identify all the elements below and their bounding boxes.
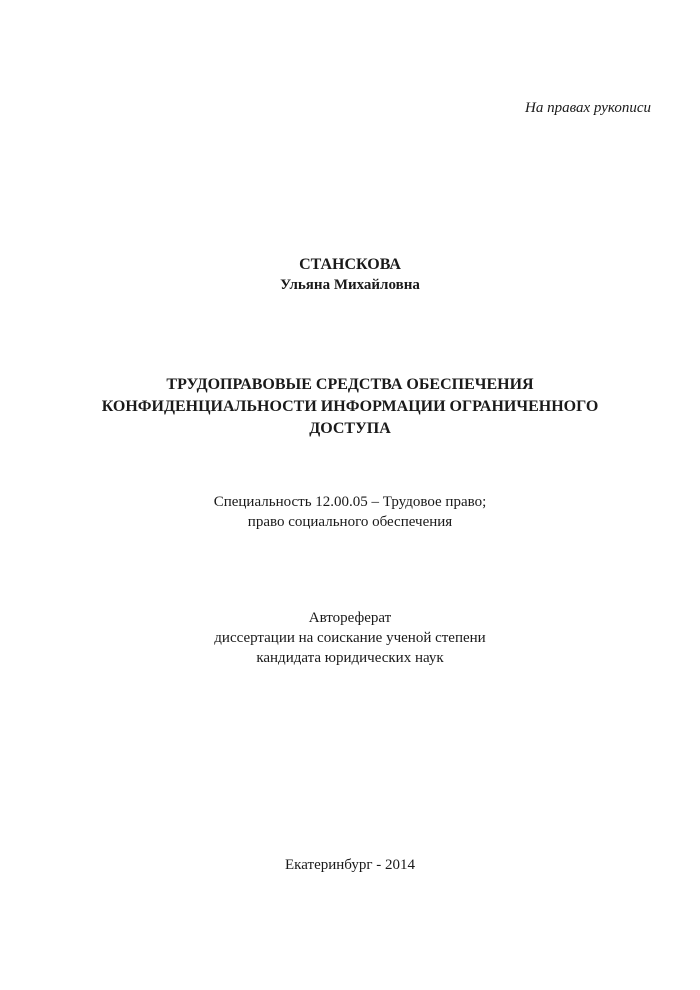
place-year: Екатеринбург - 2014 [285, 857, 415, 873]
author-block [0, 255, 700, 295]
specialty-line: Специальность 12.00.05 – Трудовое право; [213, 494, 487, 510]
title-line: ТРУДОПРАВОВЫЕ СРЕДСТВА ОБЕСПЕЧЕНИЯ [166, 376, 534, 393]
title-line: ДОСТУПА [309, 420, 391, 437]
author-surname: СТАНСКОВА [299, 256, 401, 273]
abstract-description [0, 608, 700, 668]
title-line: КОНФИДЕНЦИАЛЬНОСТИ ИНФОРМАЦИИ ОГРАНИЧЕННОГО [101, 398, 599, 415]
abstract-line: диссертации на соискание ученой степени [214, 630, 486, 646]
specialty-block [0, 492, 700, 532]
author-given-names: Ульяна Михайловна [280, 277, 420, 293]
dissertation-title [0, 374, 700, 440]
manuscript-rights-note: На правах рукописи [525, 100, 651, 116]
specialty-line: право социального обеспечения [247, 514, 453, 530]
abstract-line: Автореферат [308, 610, 392, 626]
abstract-line: кандидата юридических наук [256, 650, 444, 666]
